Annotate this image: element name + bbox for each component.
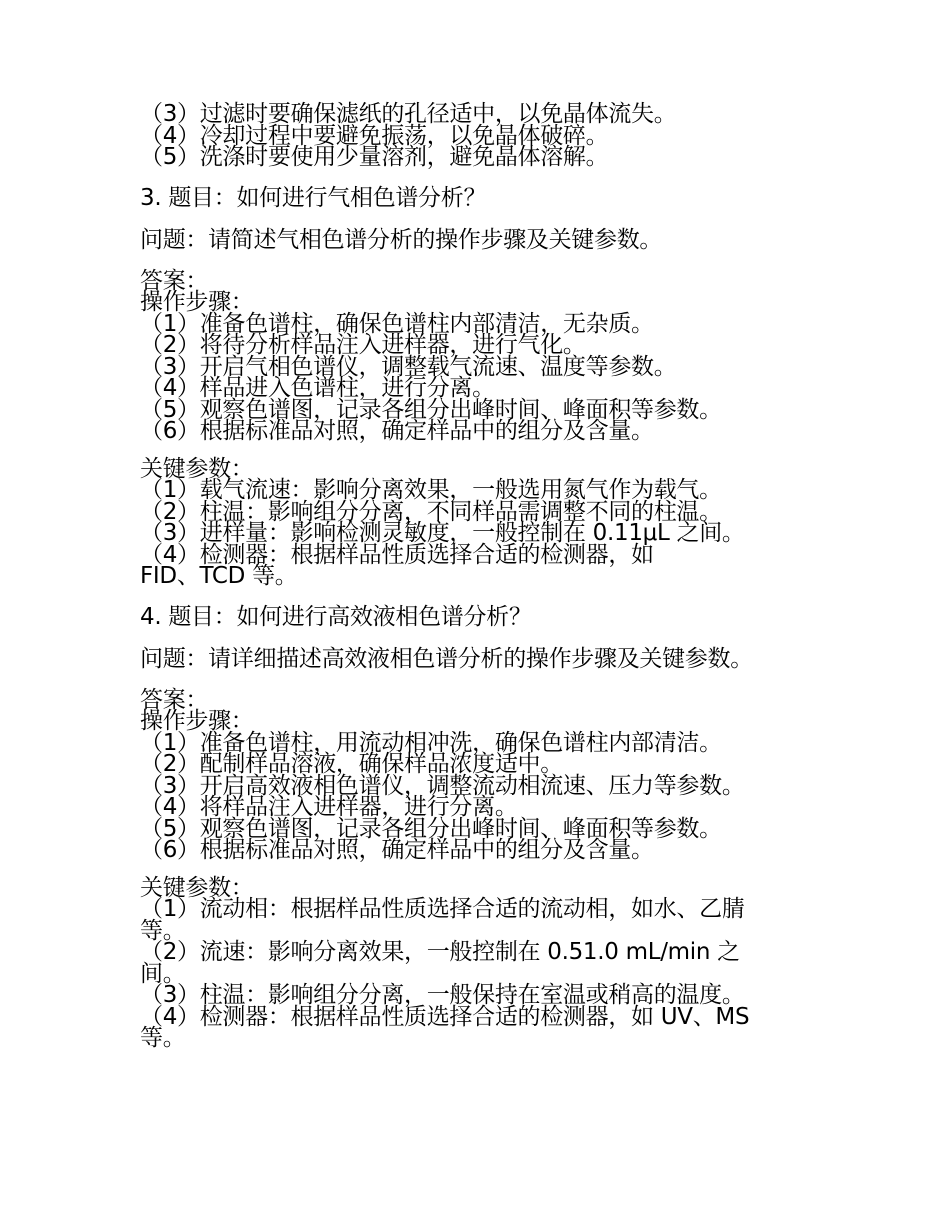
params-label: 关键参数： [140, 874, 254, 901]
step-line: （2）将待分析样品注入进样器，进行气化。 [140, 332, 586, 358]
param-line: 等。 [140, 1025, 186, 1051]
step-line: （6）根据标准品对照，确定样品中的组分及含量。 [140, 837, 654, 863]
step-line: （1）准备色谱柱，用流动相冲洗，确保色谱柱内部清洁。 [140, 729, 722, 756]
step-line: （3）开启高效液相色谱仪，调整流动相流速、压力等参数。 [140, 772, 745, 799]
note-line: （3）过滤时要确保滤纸的孔径适中，以免晶体流失。 [140, 101, 677, 127]
step-line: （6）根据标准品对照，确定样品中的组分及含量。 [140, 418, 654, 444]
section-title: 3. 题目：如何进行气相色谱分析？ [140, 184, 487, 211]
step-line: （4）样品进入色谱柱，进行分离。 [140, 375, 495, 401]
param-line: （3）进样量：影响检测灵敏度，一般控制在 0.11μL 之间。 [140, 520, 745, 546]
step-line: （2）配制样品溶液，确保样品浓度适中。 [140, 751, 563, 777]
section-3 [140, 183, 820, 588]
step-line: （5）观察色谱图，记录各组分出峰时间、峰面积等参数。 [140, 396, 722, 423]
question-text: 问题：请简述气相色谱分析的操作步骤及关键参数。 [140, 226, 663, 253]
param-line: （1）载气流速：影响分离效果，一般选用氮气作为载气。 [140, 477, 722, 503]
param-line: FID、TCD 等。 [140, 563, 298, 589]
param-line: （2）柱温：影响组分分离，不同样品需调整不同的柱温。 [140, 498, 722, 525]
steps-label: 操作步骤： [140, 708, 254, 734]
steps-label: 操作步骤： [140, 289, 254, 315]
section-title: 4. 题目：如何进行高效液相色谱分析？ [140, 603, 532, 630]
param-line: （2）流速：影响分离效果，一般控制在 0.51.0 mL/min 之 [140, 939, 740, 965]
param-line: （1）流动相：根据样品性质选择合适的流动相，如水、乙腈 [140, 896, 745, 922]
param-line: （3）柱温：影响组分分离，一般保持在室温或稍高的温度。 [140, 982, 745, 1008]
note-line: （4）冷却过程中要避免振荡，以免晶体破碎。 [140, 122, 609, 149]
param-line: 等。 [140, 917, 186, 944]
answer-label: 答案： [140, 267, 209, 294]
param-line: （4）检测器：根据样品性质选择合适的检测器，如 UV、MS [140, 1003, 750, 1030]
step-line: （1）准备色谱柱，确保色谱柱内部清洁，无杂质。 [140, 310, 654, 337]
document-page [140, 101, 820, 1051]
note-line: （5）洗涤时要使用少量溶剂，避免晶体溶解。 [140, 144, 609, 170]
step-line: （4）将样品注入进样器，进行分离。 [140, 794, 518, 820]
params-label: 关键参数： [140, 455, 254, 482]
param-line: （4）检测器：根据样品性质选择合适的检测器，如 [140, 541, 654, 568]
intro-notes [140, 101, 820, 170]
question-text: 问题：请详细描述高效液相色谱分析的操作步骤及关键参数。 [140, 645, 753, 672]
step-line: （5）观察色谱图，记录各组分出峰时间、峰面积等参数。 [140, 815, 722, 842]
answer-label: 答案： [140, 686, 209, 713]
section-4 [140, 602, 820, 1050]
step-line: （3）开启气相色谱仪，调整载气流速、温度等参数。 [140, 353, 677, 380]
param-line: 间。 [140, 960, 186, 987]
